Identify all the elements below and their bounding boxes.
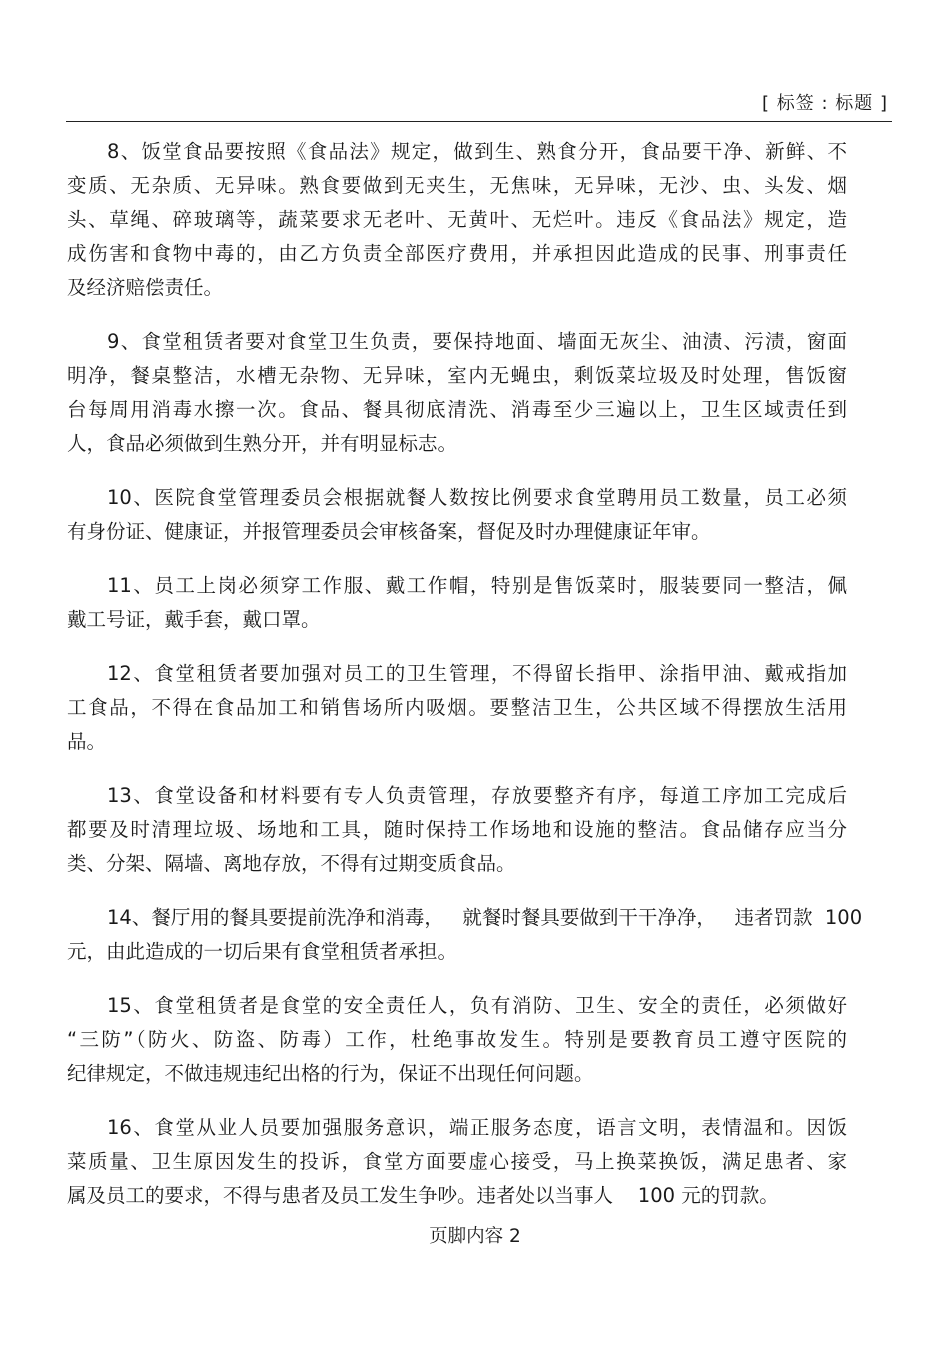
- clause-line: 14、餐厅用的餐具要提前洗净和消毒， 就餐时餐具要做到干干净净， 违者罚款 100: [107, 906, 863, 929]
- clause-line: 戴工号证，戴手套，戴口罩。: [67, 608, 321, 631]
- clause-line: 人，食品必须做到生熟分开，并有明显标志。: [67, 432, 458, 455]
- clause-line: 变质、无杂质、无异味。熟食要做到无夹生，无焦味，无异味，无沙、虫、头发、烟: [67, 174, 847, 197]
- clause-11: [67, 569, 847, 637]
- clause-line: 类、分架、隔墙、离地存放，不得有过期变质食品。: [67, 852, 516, 875]
- clause-line: 13、食堂设备和材料要有专人负责管理，存放要整齐有序，每道工序加工完成后: [107, 784, 847, 807]
- clause-16: [67, 1111, 847, 1213]
- clause-line: 元，由此造成的一切后果有食堂租赁者承担。: [67, 940, 458, 963]
- clause-12: [67, 657, 847, 759]
- clause-line: 品。: [67, 730, 107, 753]
- clause-line: 8、饭堂食品要按照《食品法》规定，做到生、熟食分开，食品要干净、新鲜、不: [107, 140, 847, 163]
- clause-line: 明净，餐桌整洁，水槽无杂物、无异味，室内无蝇虫，剩饭菜垃圾及时处理，售饭窗: [67, 364, 847, 387]
- clause-line: 都要及时清理垃圾、场地和工具，随时保持工作场地和设施的整洁。食品储存应当分: [67, 818, 847, 841]
- clause-line: 及经济赔偿责任。: [67, 276, 224, 299]
- clause-10: [67, 481, 847, 549]
- clause-line: 属及员工的要求，不得与患者及员工发生争吵。违者处以当事人 100 元的罚款。: [67, 1184, 779, 1207]
- clause-line: 菜质量、卫生原因发生的投诉，食堂方面要虚心接受，马上换菜换饭，满足患者、家: [67, 1150, 847, 1173]
- clause-line: 10、医院食堂管理委员会根据就餐人数按比例要求食堂聘用员工数量，员工必须: [107, 486, 847, 509]
- clause-line: 台每周用消毒水擦一次。食品、餐具彻底清洗、消毒至少三遍以上，卫生区域责任到: [67, 398, 847, 421]
- clause-13: [67, 779, 847, 881]
- clause-9: [67, 325, 847, 461]
- clause-line: 头、草绳、碎玻璃等，蔬菜要求无老叶、无黄叶、无烂叶。违反《食品法》规定，造: [67, 208, 847, 231]
- clause-line: 15、食堂租赁者是食堂的安全责任人，负有消防、卫生、安全的责任，必须做好: [107, 994, 847, 1017]
- clause-line: 成伤害和食物中毒的，由乙方负责全部医疗费用，并承担因此造成的民事、刑事责任: [67, 242, 847, 265]
- clause-line: “三防”（防火、防盗、防毒）工作，杜绝事故发生。特别是要教育员工遵守医院的: [67, 1028, 847, 1051]
- header-label: [ 标签 : 标题 ]: [762, 93, 888, 114]
- clause-line: 纪律规定，不做违规违纪出格的行为，保证不出现任何问题。: [67, 1062, 594, 1085]
- clause-8: [67, 135, 847, 305]
- clause-line: 11、员工上岗必须穿工作服、戴工作帽，特别是售饭菜时，服装要同一整洁，佩: [107, 574, 847, 597]
- clause-line: 工食品，不得在食品加工和销售场所内吸烟。要整洁卫生，公共区域不得摆放生活用: [67, 696, 847, 719]
- document-body: [67, 135, 863, 1233]
- clause-14: [67, 901, 863, 969]
- clause-line: 12、食堂租赁者要加强对员工的卫生管理，不得留长指甲、涂指甲油、戴戒指加: [107, 662, 847, 685]
- clause-line: 9、食堂租赁者要对食堂卫生负责，要保持地面、墙面无灰尘、油渍、污渍，窗面: [107, 330, 847, 353]
- header-divider: [66, 121, 892, 122]
- clause-line: 有身份证、健康证，并报管理委员会审核备案，督促及时办理健康证年审。: [67, 520, 711, 543]
- page-footer: 页脚内容 2: [429, 1226, 521, 1247]
- clause-15: [67, 989, 847, 1091]
- clause-line: 16、食堂从业人员要加强服务意识，端正服务态度，语言文明，表情温和。因饭: [107, 1116, 847, 1139]
